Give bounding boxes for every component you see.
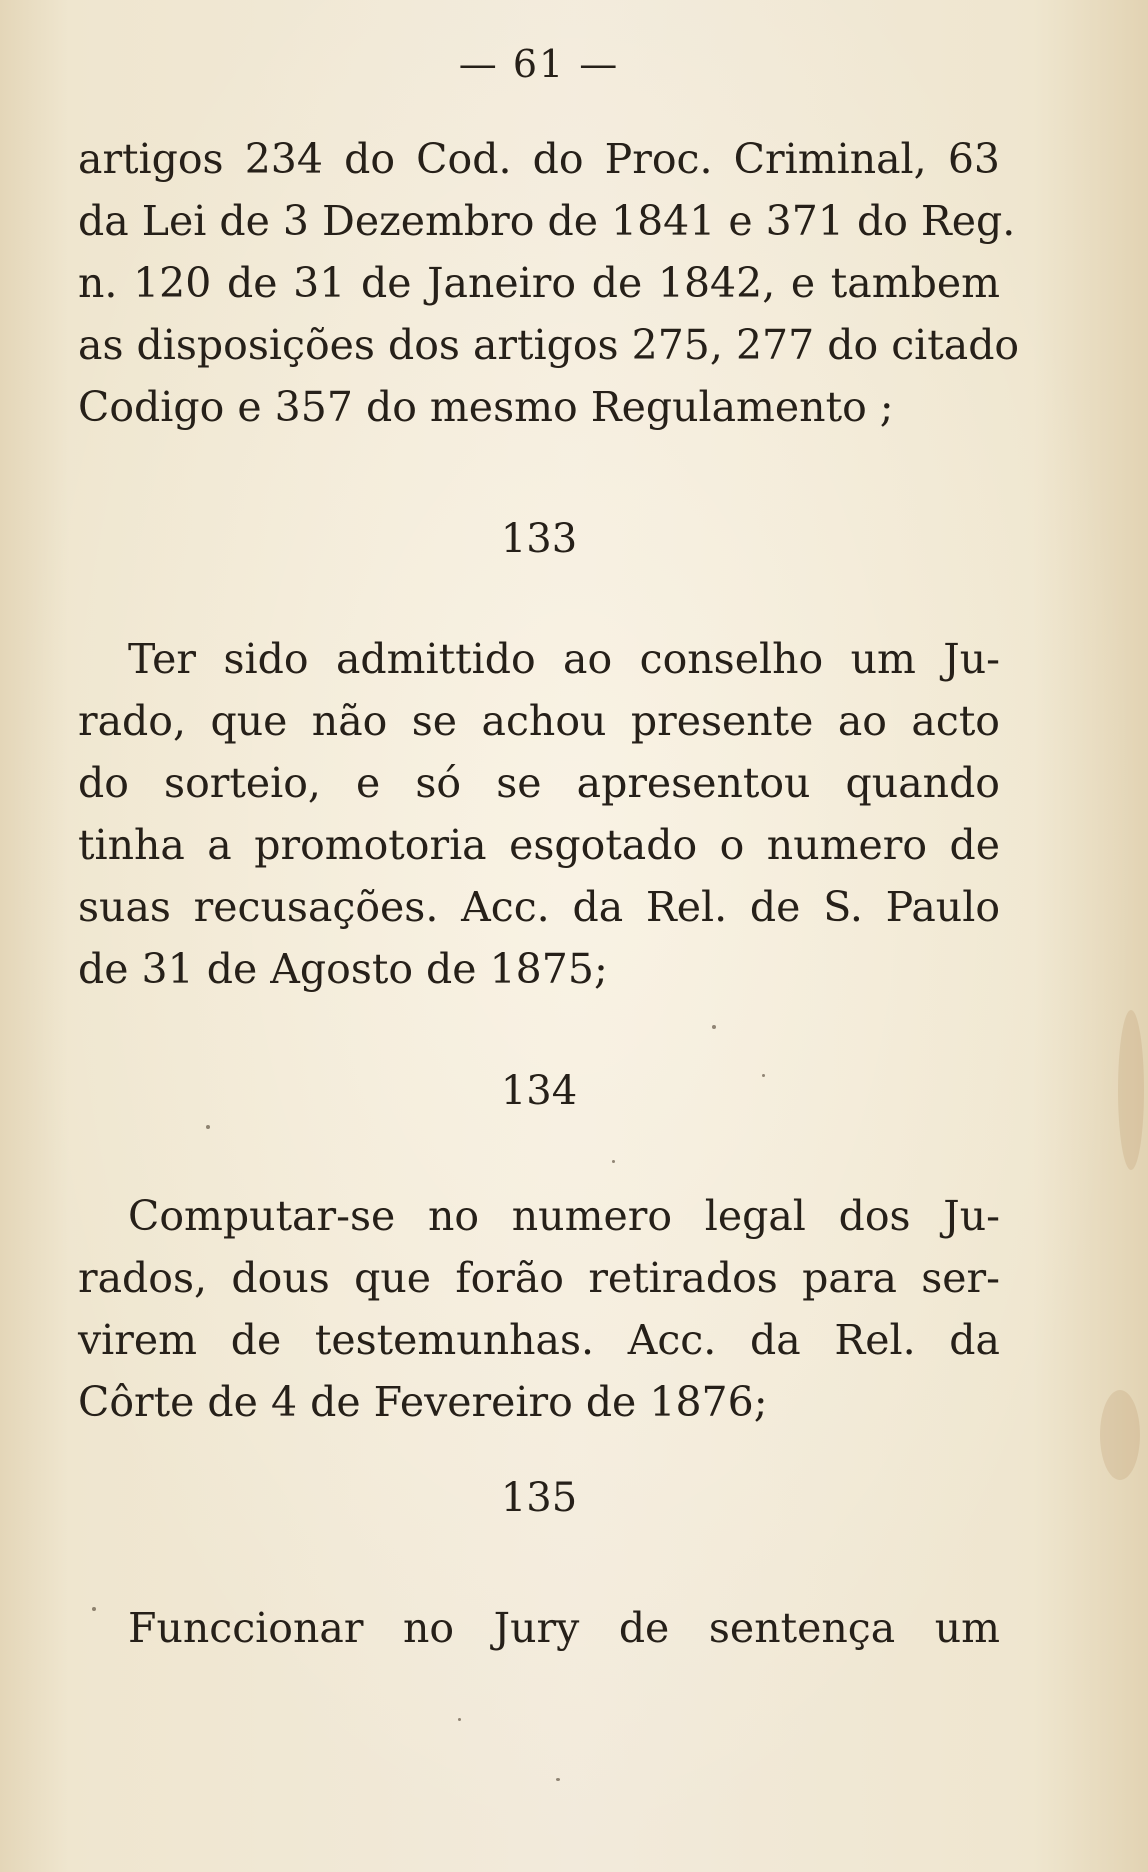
text-line: de 31 de Agosto de 1875; <box>78 945 608 993</box>
text-line: Codigo e 357 do mesmo Regulamento ; <box>78 383 894 431</box>
paper-speck <box>92 1607 96 1611</box>
page-number: — 61 — <box>458 42 620 86</box>
paper-speck <box>612 1160 615 1163</box>
text-line: virem de testemunhas. Acc. da Rel. da <box>78 1316 1000 1364</box>
text-line: Funccionar no Jury de sentença um <box>128 1604 1000 1652</box>
section-number: 133 <box>500 516 578 562</box>
section-number: 135 <box>500 1475 578 1521</box>
text-line: Computar-se no numero legal dos Ju- <box>128 1192 1000 1240</box>
text-line: as disposições dos artigos 275, 277 do citado <box>78 321 1020 369</box>
text-line: Ter sido admittido ao conselho um Ju- <box>128 635 1000 683</box>
paper-speck <box>206 1125 210 1129</box>
paper-speck <box>556 1778 560 1781</box>
text-line: rados, dous que forão retirados para ser- <box>78 1254 1000 1302</box>
text-line: suas recusações. Acc. da Rel. de S. Paulo <box>78 883 1000 931</box>
text-line: artigos 234 do Cod. do Proc. Criminal, 63 <box>78 135 1000 183</box>
section-number: 134 <box>500 1068 578 1114</box>
paper-stain <box>1118 1010 1144 1170</box>
paper-speck <box>458 1718 461 1721</box>
text-line: n. 120 de 31 de Janeiro de 1842, e tambem <box>78 259 1000 307</box>
paper-stain <box>1100 1390 1140 1480</box>
text-line: Côrte de 4 de Fevereiro de 1876; <box>78 1378 768 1426</box>
text-line: tinha a promotoria esgotado o numero de <box>78 821 1000 869</box>
text-line: da Lei de 3 Dezembro de 1841 e 371 do Reg. <box>78 197 1016 245</box>
paper-speck <box>712 1025 716 1029</box>
text-line: do sorteio, e só se apresentou quando <box>78 759 1000 807</box>
text-line: rado, que não se achou presente ao acto <box>78 697 1000 745</box>
